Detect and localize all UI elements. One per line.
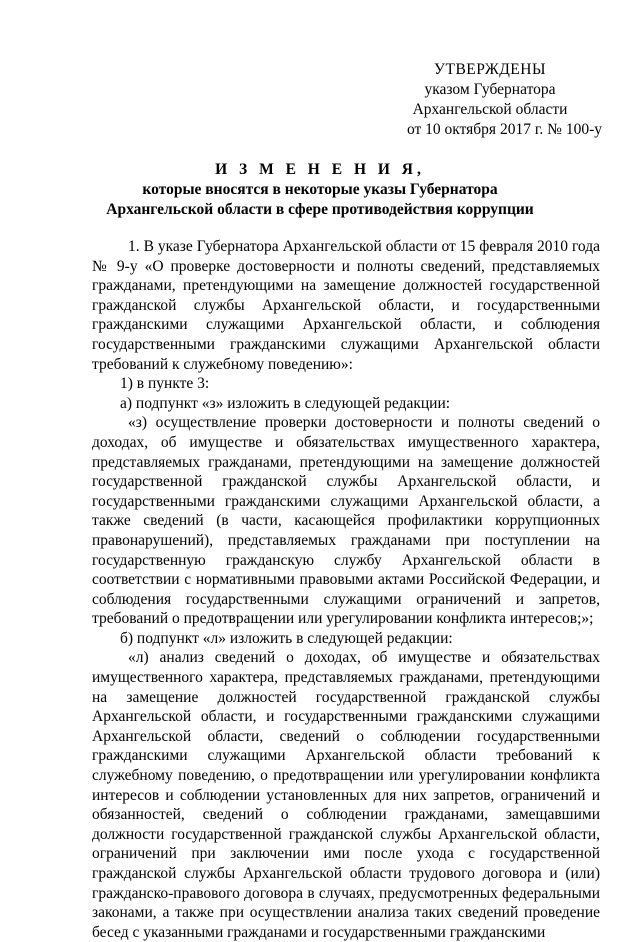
title-subtitle-line-1: которые вносятся в некоторые указы Губернатора: [142, 181, 498, 198]
paragraph-subitem-a: а) подпункт «з» изложить в следующей редакции:: [120, 394, 451, 412]
title-subtitle-line-2: Архангельской области в сфере противодействия коррупции: [106, 201, 534, 218]
approval-block: [380, 60, 600, 140]
document-title: [40, 160, 600, 220]
approval-line-date: от 10 октября 2017 г. № 100-у: [406, 121, 602, 138]
paragraph-subitem-b: б) подпункт «л» изложить в следующей редакции:: [120, 629, 453, 647]
approval-line-decree: указом Губернатора: [424, 81, 556, 98]
paragraph-quote-l: «л) анализ сведений о доходах, об имуществе и обязательствах имущественного характера, представляемых гражданами, претендующими на замещение должностей государственной гражданской службы Архангельской области, и государственными гражданскими служащими Архангельской области, сведений о соблюдении государственными гражданскими служащими Архангельской области требований к служебному поведению, о предотвращении или урегулировании конфликта интересов и соблюдении установленных для них запретов, ограничений и обязанностей, сведений о соблюдении гражданами, замещавшими должности государственной гражданской службы Архангельской области, ограничений при заключении ими после ухода с государственной гражданской службы Архангельской области трудового договора и (или) гражданско-правового договора в случаях, предусмотренных федеральными законами, а также при осуществлении анализа таких сведений проведение бесед с указанными гражданами и государственными гражданскими: [92, 649, 600, 941]
paragraph-subitem-1: 1) в пункте 3:: [120, 375, 210, 393]
paragraph-quote-z: «з) осуществление проверки достоверности и полноты сведений о доходах, об имуществе и обязательствах имущественного характера, представляемых гражданами, претендующими на замещение должностей государственной гражданской службы Архангельской области, и государственными гражданскими служащими Архангельской области, а также сведений (в части, касающейся профилактики коррупционных правонарушений), представляемых гражданами при поступлении на государственную гражданскую службу Архангельской области в соответствии с нормативными правовыми актами Российской Федерации, и соблюдения государственными служащими ограничений и запретов, требований о предотвращении или урегулировании конфликта интересов;»;: [92, 414, 600, 628]
approval-heading: УТВЕРЖДЕНЫ: [434, 61, 546, 78]
document-body: [92, 237, 600, 942]
approval-line-region: Архангельской области: [412, 101, 568, 118]
paragraph-item-1: 1. В указе Губернатора Архангельской области от 15 февраля 2010 года № 9-у «О проверке достоверности и полноты сведений, представляемых гражданами, претендующими на замещение должностей государственной гражданской службы Архангельской области, и государственными гражданскими служащими Архангельской области, и соблюдения государственными гражданскими служащими Архангельской области требований к служебному поведению»:: [92, 238, 600, 373]
title-heading: И З М Е Н Е Н И Я,: [215, 161, 425, 178]
